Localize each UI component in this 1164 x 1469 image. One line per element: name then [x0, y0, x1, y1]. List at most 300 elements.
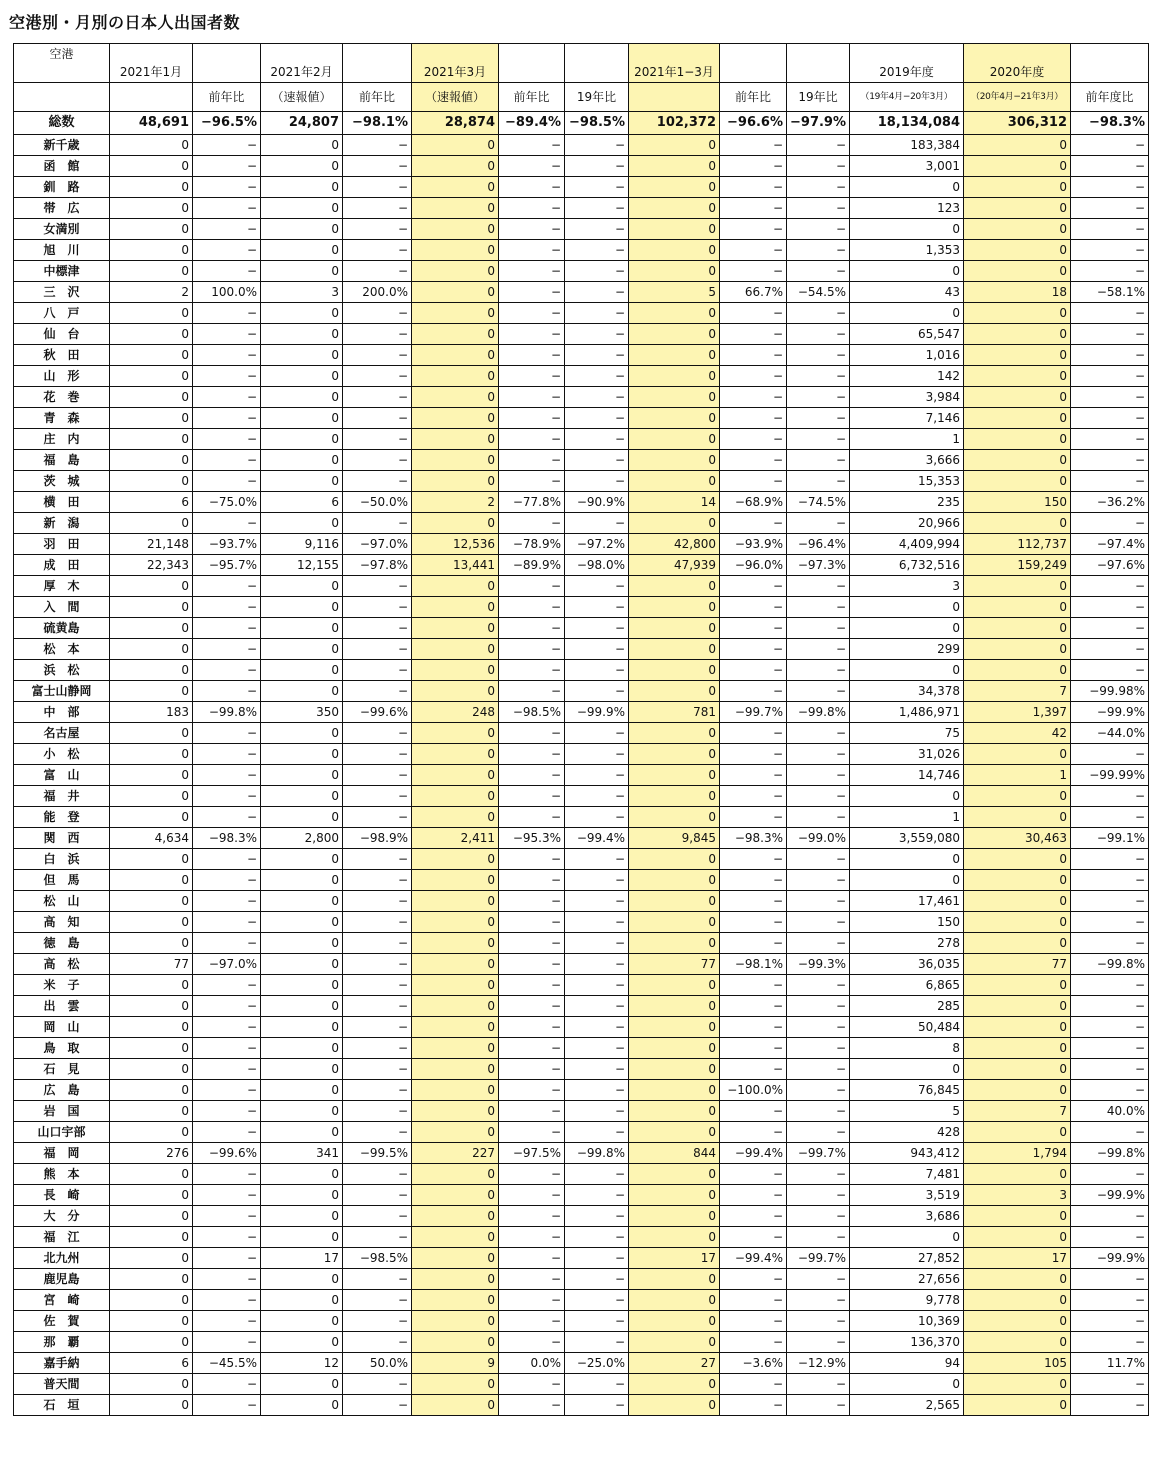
value-cell: − — [565, 1185, 629, 1206]
value-cell: − — [1071, 1038, 1149, 1059]
value-cell: 0 — [261, 177, 343, 198]
value-cell: − — [720, 1122, 787, 1143]
value-cell: − — [1071, 219, 1149, 240]
value-cell: 0 — [110, 1395, 193, 1416]
value-cell: − — [787, 198, 850, 219]
value-cell: −99.1% — [1071, 828, 1149, 849]
value-cell: − — [720, 345, 787, 366]
value-cell: 0 — [110, 1101, 193, 1122]
value-cell: − — [565, 1122, 629, 1143]
value-cell: − — [565, 723, 629, 744]
airport-row — [14, 1311, 1149, 1332]
value-cell: − — [565, 1101, 629, 1122]
value-cell: − — [565, 1332, 629, 1353]
airport-row — [14, 639, 1149, 660]
value-cell: 341 — [261, 1143, 343, 1164]
value-cell: − — [565, 849, 629, 870]
value-cell: 0 — [110, 1038, 193, 1059]
value-cell: 0 — [629, 324, 720, 345]
value-cell: 7,481 — [850, 1164, 964, 1185]
value-cell: − — [343, 345, 412, 366]
value-cell: − — [565, 786, 629, 807]
value-cell: − — [193, 744, 261, 765]
value-cell: −99.9% — [1071, 702, 1149, 723]
value-cell: 0 — [261, 744, 343, 765]
value-cell: 227 — [412, 1143, 499, 1164]
value-cell: 27,852 — [850, 1248, 964, 1269]
value-cell: 0 — [629, 576, 720, 597]
value-cell: − — [565, 345, 629, 366]
value-cell: 0 — [261, 1038, 343, 1059]
value-cell: − — [787, 1059, 850, 1080]
value-cell: −98.9% — [343, 828, 412, 849]
value-cell: − — [193, 1290, 261, 1311]
value-cell: − — [343, 1227, 412, 1248]
value-cell: 0 — [261, 639, 343, 660]
departures-table — [13, 43, 1149, 1416]
value-cell: − — [787, 1185, 850, 1206]
value-cell: 14,746 — [850, 765, 964, 786]
value-cell: 0 — [964, 198, 1071, 219]
header-blank — [720, 44, 787, 83]
value-cell: 0 — [629, 597, 720, 618]
value-cell: − — [343, 198, 412, 219]
value-cell: − — [1071, 1374, 1149, 1395]
value-cell: 0 — [964, 1227, 1071, 1248]
value-cell: − — [1071, 261, 1149, 282]
value-cell: 0 — [412, 744, 499, 765]
airport-row — [14, 408, 1149, 429]
value-cell: 0 — [110, 681, 193, 702]
value-cell: − — [193, 345, 261, 366]
value-cell: −44.0% — [1071, 723, 1149, 744]
value-cell: 0 — [261, 1206, 343, 1227]
value-cell: − — [565, 1059, 629, 1080]
airport-name: 宮 崎 — [14, 1290, 110, 1311]
value-cell: − — [193, 597, 261, 618]
airport-name: 米 子 — [14, 975, 110, 996]
value-cell: − — [720, 471, 787, 492]
value-cell: 1,353 — [850, 240, 964, 261]
value-cell: − — [499, 1311, 565, 1332]
value-cell: 0 — [412, 1395, 499, 1416]
value-cell: 2,565 — [850, 1395, 964, 1416]
header-feb-prelim: （速報値） — [261, 83, 343, 112]
value-cell: 248 — [412, 702, 499, 723]
value-cell: 12,536 — [412, 534, 499, 555]
value-cell: − — [499, 618, 565, 639]
value-cell: − — [193, 891, 261, 912]
value-cell: − — [499, 156, 565, 177]
value-cell: − — [787, 135, 850, 156]
airport-name: 福 島 — [14, 450, 110, 471]
value-cell: − — [193, 471, 261, 492]
airport-name: 八 戸 — [14, 303, 110, 324]
header-blank — [343, 44, 412, 83]
value-cell: 0 — [412, 597, 499, 618]
value-cell: − — [499, 513, 565, 534]
value-cell: 0 — [261, 576, 343, 597]
value-cell: − — [565, 1290, 629, 1311]
value-cell: 0 — [629, 1374, 720, 1395]
value-cell: −98.5% — [565, 112, 629, 135]
value-cell: − — [499, 765, 565, 786]
value-cell: 0 — [964, 303, 1071, 324]
value-cell: 0 — [964, 744, 1071, 765]
airport-name: 松 本 — [14, 639, 110, 660]
value-cell: 150 — [964, 492, 1071, 513]
value-cell: − — [720, 597, 787, 618]
value-cell: − — [499, 1206, 565, 1227]
value-cell: 0 — [261, 1017, 343, 1038]
value-cell: − — [787, 1206, 850, 1227]
value-cell: 0 — [412, 135, 499, 156]
value-cell: − — [565, 261, 629, 282]
value-cell: −99.99% — [1071, 765, 1149, 786]
value-cell: −78.9% — [499, 534, 565, 555]
value-cell: − — [787, 618, 850, 639]
value-cell: 6 — [110, 1353, 193, 1374]
value-cell: 0 — [110, 1311, 193, 1332]
value-cell: 0 — [850, 261, 964, 282]
header-airport: 空港 — [14, 44, 110, 83]
airport-name: 能 登 — [14, 807, 110, 828]
value-cell: − — [499, 1038, 565, 1059]
value-cell: 0 — [261, 429, 343, 450]
value-cell: − — [1071, 744, 1149, 765]
value-cell: 0 — [261, 996, 343, 1017]
value-cell: − — [1071, 1206, 1149, 1227]
value-cell: − — [499, 198, 565, 219]
value-cell: 3,519 — [850, 1185, 964, 1206]
value-cell: − — [565, 744, 629, 765]
value-cell: − — [720, 1311, 787, 1332]
value-cell: −95.7% — [193, 555, 261, 576]
value-cell: − — [1071, 345, 1149, 366]
value-cell: − — [343, 1374, 412, 1395]
value-cell: − — [193, 303, 261, 324]
header-jan: 2021年1月 — [110, 44, 193, 83]
value-cell: 0 — [412, 786, 499, 807]
value-cell: 0 — [110, 576, 193, 597]
value-cell: 0 — [261, 1311, 343, 1332]
value-cell: 18,134,084 — [850, 112, 964, 135]
value-cell: 3,686 — [850, 1206, 964, 1227]
value-cell: − — [565, 135, 629, 156]
value-cell: 278 — [850, 933, 964, 954]
value-cell: 0 — [412, 429, 499, 450]
value-cell: −99.4% — [720, 1143, 787, 1164]
value-cell: 0 — [629, 177, 720, 198]
value-cell: − — [720, 681, 787, 702]
value-cell: 30,463 — [964, 828, 1071, 849]
value-cell: − — [193, 1248, 261, 1269]
value-cell: − — [565, 156, 629, 177]
airport-name: 広 島 — [14, 1080, 110, 1101]
airport-row — [14, 471, 1149, 492]
airport-row — [14, 996, 1149, 1017]
value-cell: − — [343, 723, 412, 744]
airport-name: 中 部 — [14, 702, 110, 723]
value-cell: 0 — [261, 1059, 343, 1080]
value-cell: − — [1071, 387, 1149, 408]
value-cell: 0 — [629, 450, 720, 471]
page-title: 空港別・月別の日本人出国者数 — [9, 13, 241, 32]
value-cell: 10,369 — [850, 1311, 964, 1332]
value-cell: 24,807 — [261, 112, 343, 135]
value-cell: − — [565, 807, 629, 828]
value-cell: − — [343, 786, 412, 807]
value-cell: 3 — [850, 576, 964, 597]
value-cell: − — [787, 765, 850, 786]
value-cell: 0 — [629, 891, 720, 912]
value-cell: − — [193, 1311, 261, 1332]
value-cell: − — [565, 1017, 629, 1038]
value-cell: −93.9% — [720, 534, 787, 555]
airport-name: 岡 山 — [14, 1017, 110, 1038]
airport-row — [14, 597, 1149, 618]
value-cell: 0 — [261, 870, 343, 891]
value-cell: − — [193, 975, 261, 996]
value-cell: 0 — [261, 345, 343, 366]
value-cell: − — [720, 1017, 787, 1038]
value-cell: − — [565, 660, 629, 681]
value-cell: − — [720, 429, 787, 450]
value-cell: − — [193, 240, 261, 261]
value-cell: 0 — [964, 387, 1071, 408]
airport-name: 女満別 — [14, 219, 110, 240]
value-cell: − — [343, 387, 412, 408]
header-blank — [565, 44, 629, 83]
value-cell: 0 — [110, 408, 193, 429]
value-cell: − — [720, 807, 787, 828]
header-row-2 — [14, 83, 1149, 112]
value-cell: 2 — [110, 282, 193, 303]
airport-row — [14, 891, 1149, 912]
value-cell: 0 — [110, 1059, 193, 1080]
value-cell: − — [720, 303, 787, 324]
value-cell: − — [565, 324, 629, 345]
value-cell: − — [787, 387, 850, 408]
value-cell: − — [499, 1332, 565, 1353]
value-cell: 285 — [850, 996, 964, 1017]
value-cell: − — [343, 450, 412, 471]
value-cell: − — [193, 219, 261, 240]
value-cell: 0 — [629, 1164, 720, 1185]
value-cell: − — [565, 303, 629, 324]
value-cell: 77 — [629, 954, 720, 975]
value-cell: − — [193, 996, 261, 1017]
airport-row — [14, 765, 1149, 786]
value-cell: 27 — [629, 1353, 720, 1374]
value-cell: − — [343, 996, 412, 1017]
value-cell: −54.5% — [787, 282, 850, 303]
header-fy2019-period: （19年4月−20年3月） — [850, 83, 964, 112]
value-cell: − — [499, 429, 565, 450]
value-cell: − — [193, 765, 261, 786]
airport-row — [14, 282, 1149, 303]
value-cell: 0 — [629, 1038, 720, 1059]
value-cell: − — [1071, 366, 1149, 387]
value-cell: 12,155 — [261, 555, 343, 576]
value-cell: 0 — [964, 261, 1071, 282]
value-cell: − — [1071, 1080, 1149, 1101]
header-blank — [110, 83, 193, 112]
value-cell: 0 — [629, 1122, 720, 1143]
airport-name: 山 形 — [14, 366, 110, 387]
value-cell: 0 — [412, 1269, 499, 1290]
value-cell: 77 — [964, 954, 1071, 975]
value-cell: − — [1071, 240, 1149, 261]
value-cell: 0 — [412, 261, 499, 282]
value-cell: − — [193, 450, 261, 471]
value-cell: − — [787, 366, 850, 387]
airport-name: 釧 路 — [14, 177, 110, 198]
value-cell: 0 — [261, 849, 343, 870]
value-cell: 0 — [629, 912, 720, 933]
header-mar-prelim: （速報値） — [412, 83, 499, 112]
value-cell: 0 — [110, 1185, 193, 1206]
value-cell: − — [193, 1101, 261, 1122]
value-cell: −99.3% — [787, 954, 850, 975]
value-cell: 0 — [110, 261, 193, 282]
value-cell: 0 — [261, 1080, 343, 1101]
value-cell: 0 — [261, 387, 343, 408]
value-cell: − — [499, 597, 565, 618]
airport-name: 羽 田 — [14, 534, 110, 555]
value-cell: 0 — [964, 429, 1071, 450]
value-cell: 0 — [412, 1206, 499, 1227]
airport-name: 青 森 — [14, 408, 110, 429]
value-cell: − — [343, 660, 412, 681]
value-cell: 0 — [964, 1164, 1071, 1185]
value-cell: −45.5% — [193, 1353, 261, 1374]
value-cell: 0 — [261, 807, 343, 828]
value-cell: − — [343, 408, 412, 429]
airport-row — [14, 450, 1149, 471]
value-cell: −96.0% — [720, 555, 787, 576]
value-cell: 0 — [629, 1017, 720, 1038]
value-cell: − — [787, 849, 850, 870]
value-cell: − — [720, 219, 787, 240]
value-cell: 0 — [261, 1332, 343, 1353]
value-cell: −97.6% — [1071, 555, 1149, 576]
value-cell: 0 — [964, 135, 1071, 156]
value-cell: 0 — [110, 1332, 193, 1353]
value-cell: 0 — [964, 1080, 1071, 1101]
airport-row — [14, 555, 1149, 576]
value-cell: − — [193, 324, 261, 345]
airport-row — [14, 1059, 1149, 1080]
value-cell: − — [1071, 660, 1149, 681]
value-cell: − — [720, 1164, 787, 1185]
value-cell: − — [499, 1290, 565, 1311]
value-cell: 0 — [412, 177, 499, 198]
value-cell: − — [565, 1038, 629, 1059]
value-cell: 0 — [261, 261, 343, 282]
airport-row — [14, 1395, 1149, 1416]
value-cell: 75 — [850, 723, 964, 744]
value-cell: − — [193, 177, 261, 198]
value-cell: 0 — [261, 198, 343, 219]
airport-row — [14, 975, 1149, 996]
value-cell: 0 — [412, 345, 499, 366]
value-cell: −50.0% — [343, 492, 412, 513]
value-cell: − — [499, 261, 565, 282]
value-cell: − — [499, 933, 565, 954]
airport-name: 出 雲 — [14, 996, 110, 1017]
value-cell: 0 — [412, 219, 499, 240]
value-cell: 42,800 — [629, 534, 720, 555]
airport-name: 岩 国 — [14, 1101, 110, 1122]
airport-name: 山口宇部 — [14, 1122, 110, 1143]
value-cell: 1 — [850, 807, 964, 828]
value-cell: 0 — [110, 912, 193, 933]
value-cell: − — [720, 891, 787, 912]
value-cell: − — [1071, 618, 1149, 639]
value-cell: − — [343, 156, 412, 177]
value-cell: 142 — [850, 366, 964, 387]
value-cell: − — [720, 765, 787, 786]
airport-name: 普天間 — [14, 1374, 110, 1395]
value-cell: − — [499, 954, 565, 975]
value-cell: −99.6% — [343, 702, 412, 723]
value-cell: − — [343, 429, 412, 450]
value-cell: 0 — [412, 576, 499, 597]
value-cell: − — [1071, 975, 1149, 996]
value-cell: 299 — [850, 639, 964, 660]
airport-name: 成 田 — [14, 555, 110, 576]
value-cell: − — [1071, 849, 1149, 870]
value-cell: 0 — [964, 1059, 1071, 1080]
value-cell: − — [565, 198, 629, 219]
value-cell: − — [499, 849, 565, 870]
value-cell: −97.5% — [499, 1143, 565, 1164]
value-cell: 0 — [964, 471, 1071, 492]
value-cell: −99.8% — [1071, 954, 1149, 975]
value-cell: 7 — [964, 1101, 1071, 1122]
value-cell: 3,559,080 — [850, 828, 964, 849]
value-cell: 48,691 — [110, 112, 193, 135]
airport-row — [14, 513, 1149, 534]
value-cell: −3.6% — [720, 1353, 787, 1374]
value-cell: 0 — [964, 408, 1071, 429]
value-cell: − — [343, 870, 412, 891]
value-cell: 43 — [850, 282, 964, 303]
value-cell: 105 — [964, 1353, 1071, 1374]
value-cell: 0 — [261, 891, 343, 912]
value-cell: 0 — [412, 1248, 499, 1269]
value-cell: − — [499, 324, 565, 345]
value-cell: − — [343, 1206, 412, 1227]
value-cell: − — [499, 1248, 565, 1269]
value-cell: − — [720, 1185, 787, 1206]
value-cell: − — [343, 1080, 412, 1101]
value-cell: 40.0% — [1071, 1101, 1149, 1122]
value-cell: − — [787, 996, 850, 1017]
value-cell: 0 — [412, 240, 499, 261]
value-cell: 6,732,516 — [850, 555, 964, 576]
value-cell: − — [193, 1332, 261, 1353]
value-cell: − — [1071, 576, 1149, 597]
value-cell: 0 — [110, 450, 193, 471]
value-cell: 0 — [629, 387, 720, 408]
value-cell: − — [193, 429, 261, 450]
value-cell: − — [343, 1311, 412, 1332]
value-cell: − — [565, 429, 629, 450]
value-cell: 0 — [261, 1374, 343, 1395]
value-cell: − — [343, 303, 412, 324]
